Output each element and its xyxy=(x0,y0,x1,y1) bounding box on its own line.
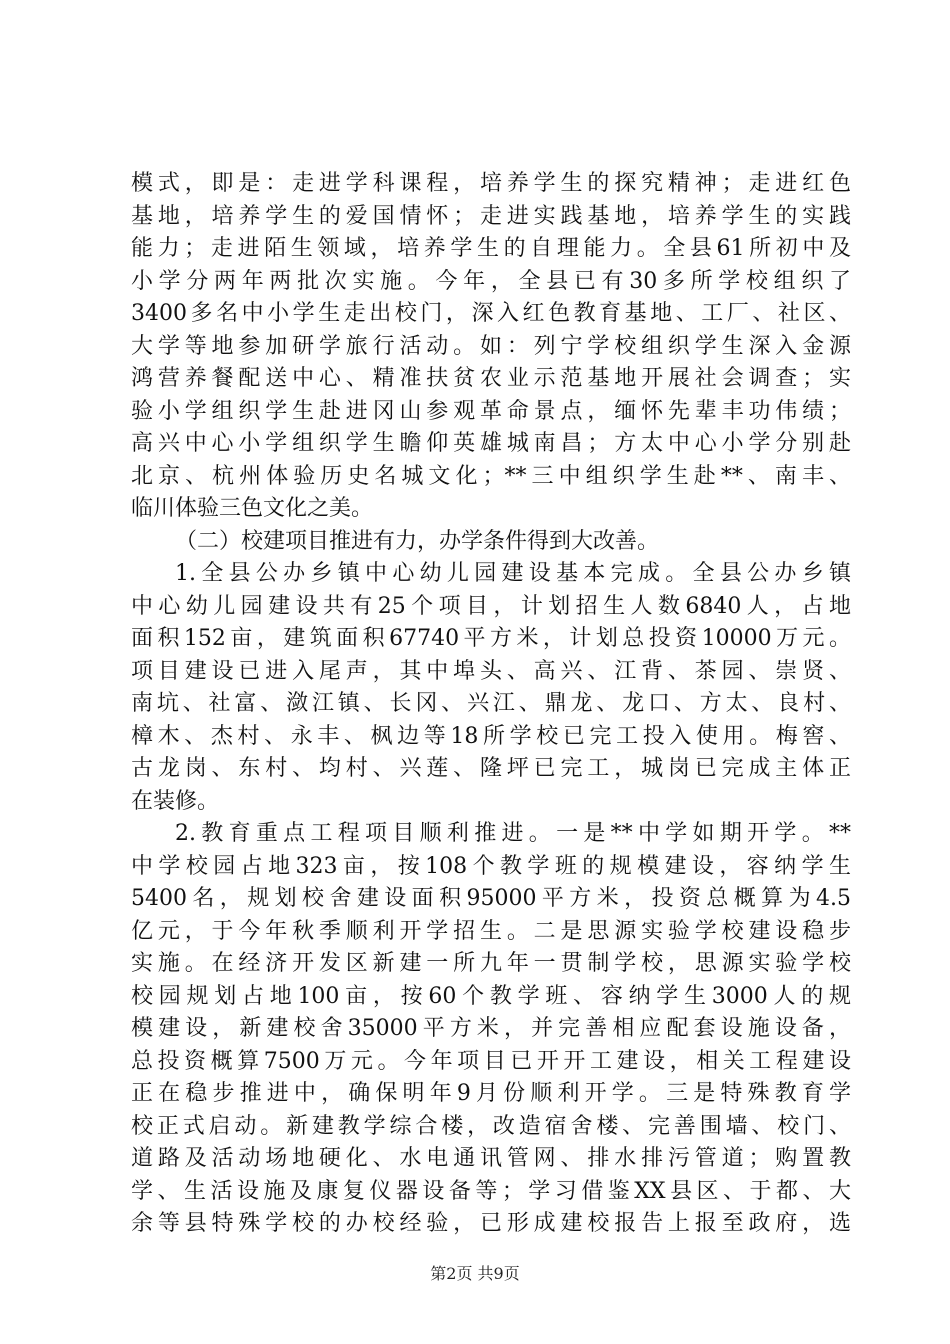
text-line: 中学校园占地323亩，按108个教学班的规模建设，容纳学生 xyxy=(131,853,851,879)
text-line: 模建设，新建校舍35000平方米，并完善相应配套设施设备， xyxy=(131,1016,851,1041)
page-footer: 第2页 共9页 xyxy=(430,1264,520,1283)
text-line: 古龙岗、东村、均村、兴莲、隆坪已完工，城岗已完成主体正 xyxy=(131,756,851,781)
text-line: 中心幼儿园建设共有25个项目，计划招生人数6840人，占地 xyxy=(131,593,851,619)
text-line: 学、生活设施及康复仪器设备等；学习借鉴XX县区、于都、大 xyxy=(131,1178,851,1204)
text-line: 樟木、杰村、永丰、枫边等18所学校已完工投入使用。梅窖、 xyxy=(131,723,851,749)
text-line: 总投资概算7500万元。今年项目已开开工建设，相关工程建设 xyxy=(131,1048,851,1074)
text-line: 高兴中心小学组织学生瞻仰英雄城南昌；方太中心小学分别赴 xyxy=(131,431,851,456)
text-line: 基地，培养学生的爱国情怀；走进实践基地，培养学生的实践 xyxy=(131,203,851,229)
document-body xyxy=(131,168,851,1241)
text-line: 临川体验三色文化之美。 xyxy=(131,496,374,521)
text-line: 正在稳步推进中，确保明年9月份顺利开学。三是特殊教育学 xyxy=(131,1081,851,1106)
text-line: 2.教育重点工程项目顺利推进。一是**中学如期开学。** xyxy=(175,821,851,846)
text-line: 小学分两年两批次实施。今年，全县已有30多所学校组织了 xyxy=(131,268,851,294)
text-line: 验小学组织学生赴进冈山参观革命景点，缅怀先辈丰功伟绩； xyxy=(131,398,851,424)
text-line: 项目建设已进入尾声，其中埠头、高兴、江背、茶园、崇贤、 xyxy=(131,658,851,684)
text-line: 在装修。 xyxy=(131,788,220,814)
text-line: 大学等地参加研学旅行活动。如：列宁学校组织学生深入金源 xyxy=(131,333,851,359)
text-line: 校园规划占地100亩，按60个教学班、容纳学生3000人的规 xyxy=(131,983,851,1009)
text-line: 北京、杭州体验历史名城文化；**三中组织学生赴**、南丰、 xyxy=(131,463,851,489)
text-line: 3400多名中小学生走出校门，深入红色教育基地、工厂、社区、 xyxy=(131,301,851,326)
text-line: 鸿营养餐配送中心、精准扶贫农业示范基地开展社会调查；实 xyxy=(131,366,851,391)
text-line: 面积152亩，建筑面积67740平方米，计划总投资10000万元。 xyxy=(131,626,851,651)
text-line: 校正式启动。新建教学综合楼，改造宿舍楼、完善围墙、校门、 xyxy=(131,1113,851,1139)
text-line: 5400名，规划校舍建设面积95000平方米，投资总概算为4.5 xyxy=(131,886,851,911)
text-line: 道路及活动场地硬化、水电通讯管网、排水排污管道；购置教 xyxy=(131,1146,851,1171)
text-line: 1.全县公办乡镇中心幼儿园建设基本完成。全县公办乡镇 xyxy=(175,561,851,586)
text-line: 南坑、社富、潋江镇、长冈、兴江、鼎龙、龙口、方太、良村、 xyxy=(131,691,851,716)
text-line: 能力；走进陌生领域，培养学生的自理能力。全县61所初中及 xyxy=(131,236,851,261)
text-line: （二）校建项目推进有力，办学条件得到大改善。 xyxy=(175,528,660,554)
text-line: 亿元，于今年秋季顺利开学招生。二是思源实验学校建设稳步 xyxy=(131,918,851,944)
text-line: 实施。在经济开发区新建一所九年一贯制学校，思源实验学校 xyxy=(131,951,851,976)
text-line: 模式，即是：走进学科课程，培养学生的探究精神；走进红色 xyxy=(131,171,851,196)
text-line: 余等县特殊学校的办校经验，已形成建校报告上报至政府，选 xyxy=(131,1211,851,1236)
